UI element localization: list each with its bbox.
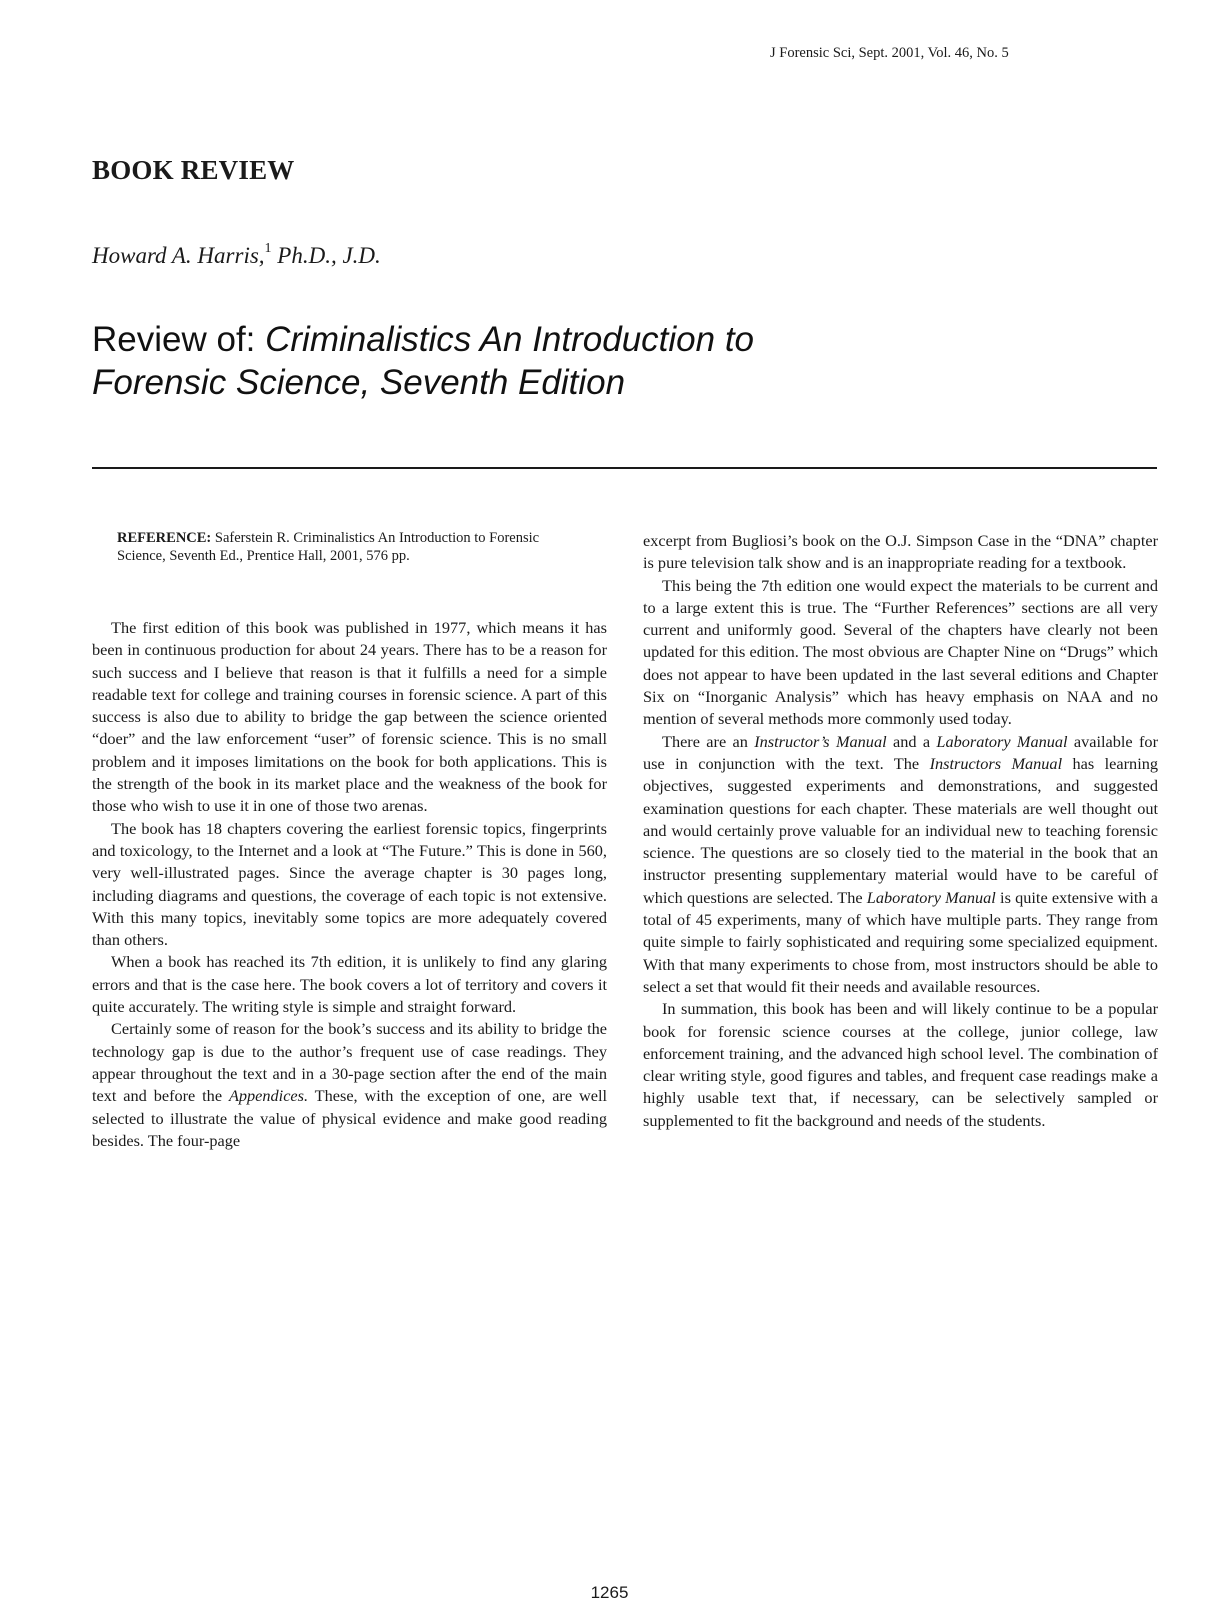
- title-divider: [92, 467, 1157, 469]
- author-line: [92, 243, 381, 269]
- paragraph-4-text-a: Certainly some of reason for the book’s success and its ability to bridge the technology gap is due to the author’s frequent use of case readings. They appear throughout the text and in a 30-page section after the end of the main text and before the: [92, 1019, 607, 1106]
- section-label: BOOK REVIEW: [92, 155, 295, 185]
- paragraph-6-laboratory-manual-2: Laboratory Manual: [866, 887, 996, 907]
- paragraph-4-continued: excerpt from Bugliosi’s book on the O.J. Simpson Case in the “DNA” chapter is pure television talk show and is an inappropriate reading for a textbook.: [643, 531, 1158, 573]
- title-prefix: Review of:: [92, 320, 266, 359]
- paragraph-6-laboratory-manual: Laboratory Manual: [936, 731, 1068, 751]
- reference-block: [117, 529, 589, 565]
- reference-text: Saferstein R. Criminalistics An Introduction to Forensic Science, Seventh Ed., Prentice Hall, 2001, 576 pp.: [117, 530, 540, 564]
- paragraph-6-text-d: has learning objectives, suggested experiments and demonstrations, and suggested examination questions for each chapter. These materials are well thought out and would certainly prove valuable for an individual new to teaching forensic science. The questions are so closely tied to the material in the book that an instructor presenting supplementary material would have to be careful of which questions are selected. The: [643, 753, 1159, 907]
- paragraph-6: [643, 731, 1158, 999]
- author-degrees: Ph.D., J.D.: [277, 243, 381, 268]
- page-number: 1265: [590, 1583, 629, 1602]
- left-column: [92, 617, 607, 1152]
- paragraph-2: The book has 18 chapters covering the earliest forensic topics, fingerprints and toxicology, to the Internet and a look at “The Future.” This is done in 560, very well-illustrated pages. Since the average chapter is 30 pages long, including diagrams and questions, the coverage of each topic is not extensive. With this many topics, inevitably some topics are more adequately covered than others.: [92, 818, 607, 950]
- title-line-2: Forensic Science, Seventh Edition: [92, 363, 626, 402]
- author-name: Howard A. Harris,: [92, 243, 265, 268]
- paragraph-3: When a book has reached its 7th edition, it is unlikely to find any glaring errors and that is the case here. The book covers a lot of territory and covers it quite accurately. The writing style is simple and straight forward.: [92, 952, 607, 1017]
- paragraph-6-text-e: is quite extensive with a total of 45 experiments, many of which have multiple parts. They range from quite simple to fairly sophisticated and requiring some specialized equipment. With that many experiments to chose from, most instructors should be able to select a set that would fit their needs and available resources.: [643, 887, 1158, 996]
- reference-label: REFERENCE:: [117, 530, 212, 546]
- paragraph-4: [92, 1018, 607, 1152]
- paragraph-6-text-c: available for use in conjunction with the text. The: [643, 731, 1158, 773]
- author-footnote-marker: 1: [264, 241, 272, 256]
- right-column: [643, 530, 1158, 1132]
- paragraph-1: The first edition of this book was published in 1977, which means it has been in continuous production for about 24 years. There has to be a reason for such success and I believe that reason is that it fulfills a need for a simple readable text for college and training courses in forensic science. A part of this success is also due to ability to bridge the gap between the science oriented “doer” and the law enforcement “user” of forensic science. This is no small problem and it imposes limitations on the book for both applications. This is the strength of the book in its market place and the weakness of the book for those who wish to use it in one of those two arenas.: [92, 618, 607, 816]
- paragraph-6-text-a: There are an: [662, 731, 755, 751]
- paragraph-6-instructors-manual-2: Instructors Manual: [929, 753, 1063, 773]
- title-line-1: Criminalistics An Introduction to: [265, 320, 755, 359]
- paragraph-7: In summation, this book has been and will likely continue to be a popular book for forensic science courses at the college, junior college, law enforcement training, and the advanced high school level. The combination of clear writing style, good figures and tables, and frequent case readings make a highly usable text that, if necessary, can be selectively sampled or supplemented to fit the background and needs of the students.: [643, 999, 1158, 1130]
- paragraph-4-text-b: These, with the exception of one, are well selected to illustrate the value of physical evidence and make good reading besides. The four-page: [92, 1086, 608, 1150]
- paragraph-6-instructors-manual: Instructor’s Manual: [754, 731, 887, 751]
- running-head: J Forensic Sci, Sept. 2001, Vol. 46, No. 5: [770, 45, 1009, 61]
- paragraph-4-appendices: Appendices.: [228, 1086, 309, 1106]
- paragraph-6-text-b: and a: [886, 731, 937, 751]
- article-title: [92, 318, 992, 404]
- paragraph-5: This being the 7th edition one would expect the materials to be current and to a large extent this is true. The “Further References” sections are all very current and uniformly good. Several of the chapters have clearly not been updated for this edition. The most obvious are Chapter Nine on “Drugs” which does not appear to have been updated in the last several editions and Chapter Six on “Inorganic Analysis” which has heavy emphasis on NAA and no mention of several methods more commonly used today.: [643, 575, 1158, 729]
